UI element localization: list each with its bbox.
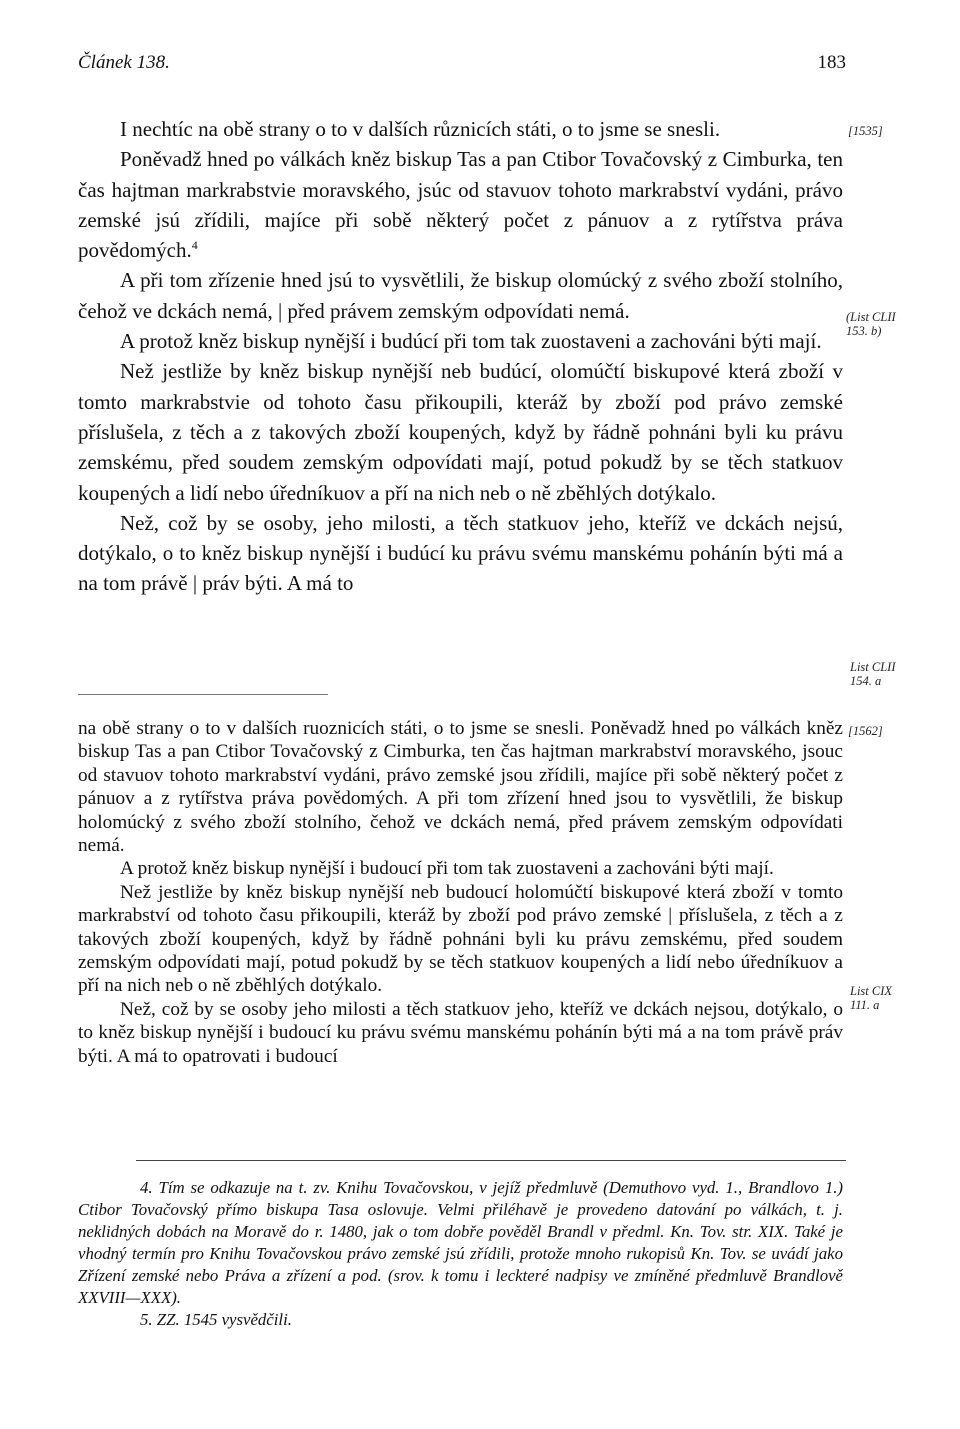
main-text-block xyxy=(78,114,843,599)
variant-paragraph-2: A protož kněz biskup nynější i budoucí při tom tak zuostaveni a zachováni býti mají. xyxy=(120,858,774,880)
footnote-4: 4. Tím se odkazuje na t. zv. Knihu Tovačovskou, v jejíž předmluvě (Demuthovo vyd. 1., Brandlovo 1.) Ctibor Tovačovský přímo biskupa Tasa oslovuje. Velmi přiléhavě je provedeno datování po válkách, t. j. neklidných dobách na Moravě do r. 1480, jak o tom dobře pověděl Brandl v předml. Kn. Tov. str. XIX. Také je vhodný termín pro Knihu Tovačovskou právo zemské jsú zřídili, protože mnoho rukopisů Kn. Tov. se uvádí jako Zřízení zemské nebo Práva a zřízení a pod. (srov. k tomu i leckteré nadpisy ve zmíněné předmluvě Brandlově XXVIII—XXX). xyxy=(78,1178,843,1307)
margin-note-list-cix-111a: List CIX 111. a xyxy=(850,984,893,1012)
page-number: 183 xyxy=(817,52,846,73)
variant-paragraph-3: Než jestliže by kněz biskup nynější neb budoucí holomúčtí biskupové která zboží v tomto markrabství od tohoto času přikoupili, kteráž by zboží pod právo zemské | příslušela, z těch a z takových zboží koupených, když by řádně pohnáni byli ku právu zemskému, před soudem zemským odpovídati mají, potud pokudž by se těch statkuov koupených a lidí nebo úředníkuov a pří na nich neb o ně zběhlých dotýkalo. xyxy=(78,881,843,997)
margin-note-year-1562: [1562] xyxy=(848,724,883,738)
footnote-divider xyxy=(136,1160,846,1161)
main-paragraph-6: Než, což by se osoby, jeho milosti, a těch statkuov jeho, kteříž ve dckách nejsú, dotýkalo, o to kněz biskup nynější i budúcí ku právu svému manskému pohánín býti má a na tom právě | práv býti. A má to xyxy=(78,510,843,596)
margin-note-list-clii-153b: (List CLII 153. b) xyxy=(846,310,896,338)
section-divider xyxy=(78,694,328,695)
article-title: Článek 138. xyxy=(78,52,170,73)
main-paragraph-1: I nechtíc na obě strany o to v dalších různicích státi, o to jsme se snesli. xyxy=(120,117,721,141)
main-paragraph-2 xyxy=(78,144,843,265)
variant-text-block xyxy=(78,717,843,1068)
footnotes-block xyxy=(78,1177,843,1331)
variant-paragraph-1: na obě strany o to v dalších ruoznicích státi, o to jsme se snesli. Poněvadž hned po válkách kněz biskup Tas a pan Ctibor Tovačovský z Cimburka, ten čas hajtman markrabství moravského, jsouc od stavuov tohoto markrabství vydáni, právo zemské jsou zřídili, majíce při sobě některý počet z pánuov a z rytířstva práva povědomých. A při tom zřízení hned jsou to vysvětlili, že biskup holomúcký z svého zboží stolního, čehož ve dckách nemá, před právem zemským odpovídati nemá. xyxy=(78,718,843,857)
footnote-ref-4: 4 xyxy=(191,238,198,253)
main-paragraph-4: A protož kněz biskup nynější i budúcí při tom tak zuostaveni a zachováni býti mají. xyxy=(120,329,822,354)
margin-note-list-clii-154a: List CLII 154. a xyxy=(850,660,896,688)
main-paragraph-5: Než jestliže by kněz biskup nynější neb budúcí, olomúčtí biskupové která zboží v tomto markrabstvie od tohoto času přikoupili, kteráž by zboží pod právo zemské příslušela, z těch a z takových zboží koupených, když by řádně pohnáni byli ku právu zemskému, před soudem zemským odpovídati mají, potud pokudž by se těch statkuov koupených a lidí nebo úředníkuov a pří na nich neb o ně zběhlých dotýkalo. xyxy=(78,359,843,505)
main-paragraph-3: A při tom zřízenie hned jsú to vysvětlili, že biskup olomúcký z svého zboží stolního, čehož ve dckách nemá, | před právem zemským odpovídati nemá. xyxy=(78,268,843,323)
page-header xyxy=(78,52,846,82)
footnote-5: 5. ZZ. 1545 vysvědčili. xyxy=(140,1310,292,1329)
margin-note-year-1535: [1535] xyxy=(848,124,883,138)
main-paragraph-2-text: Poněvadž hned po válkách kněz biskup Tas a pan Ctibor Tovačovský z Cimburka, ten čas hajtman markrabstvie moravského, jsúc od stavuov tohoto markrabství vydáni, právo zemské jsú zřídili, majíce při sobě některý počet z pánuov a z rytířstva práva povědomých. xyxy=(78,147,843,263)
variant-paragraph-4: Než, což by se osoby jeho milosti a těch statkuov jeho, kteříž ve dckách nejsou, dotýkalo, o to kněz biskup nynější i budoucí ku právu svému manskému pohánín býti má a na tom právě práv býti. A má to opatrovati i budoucí xyxy=(78,998,843,1067)
